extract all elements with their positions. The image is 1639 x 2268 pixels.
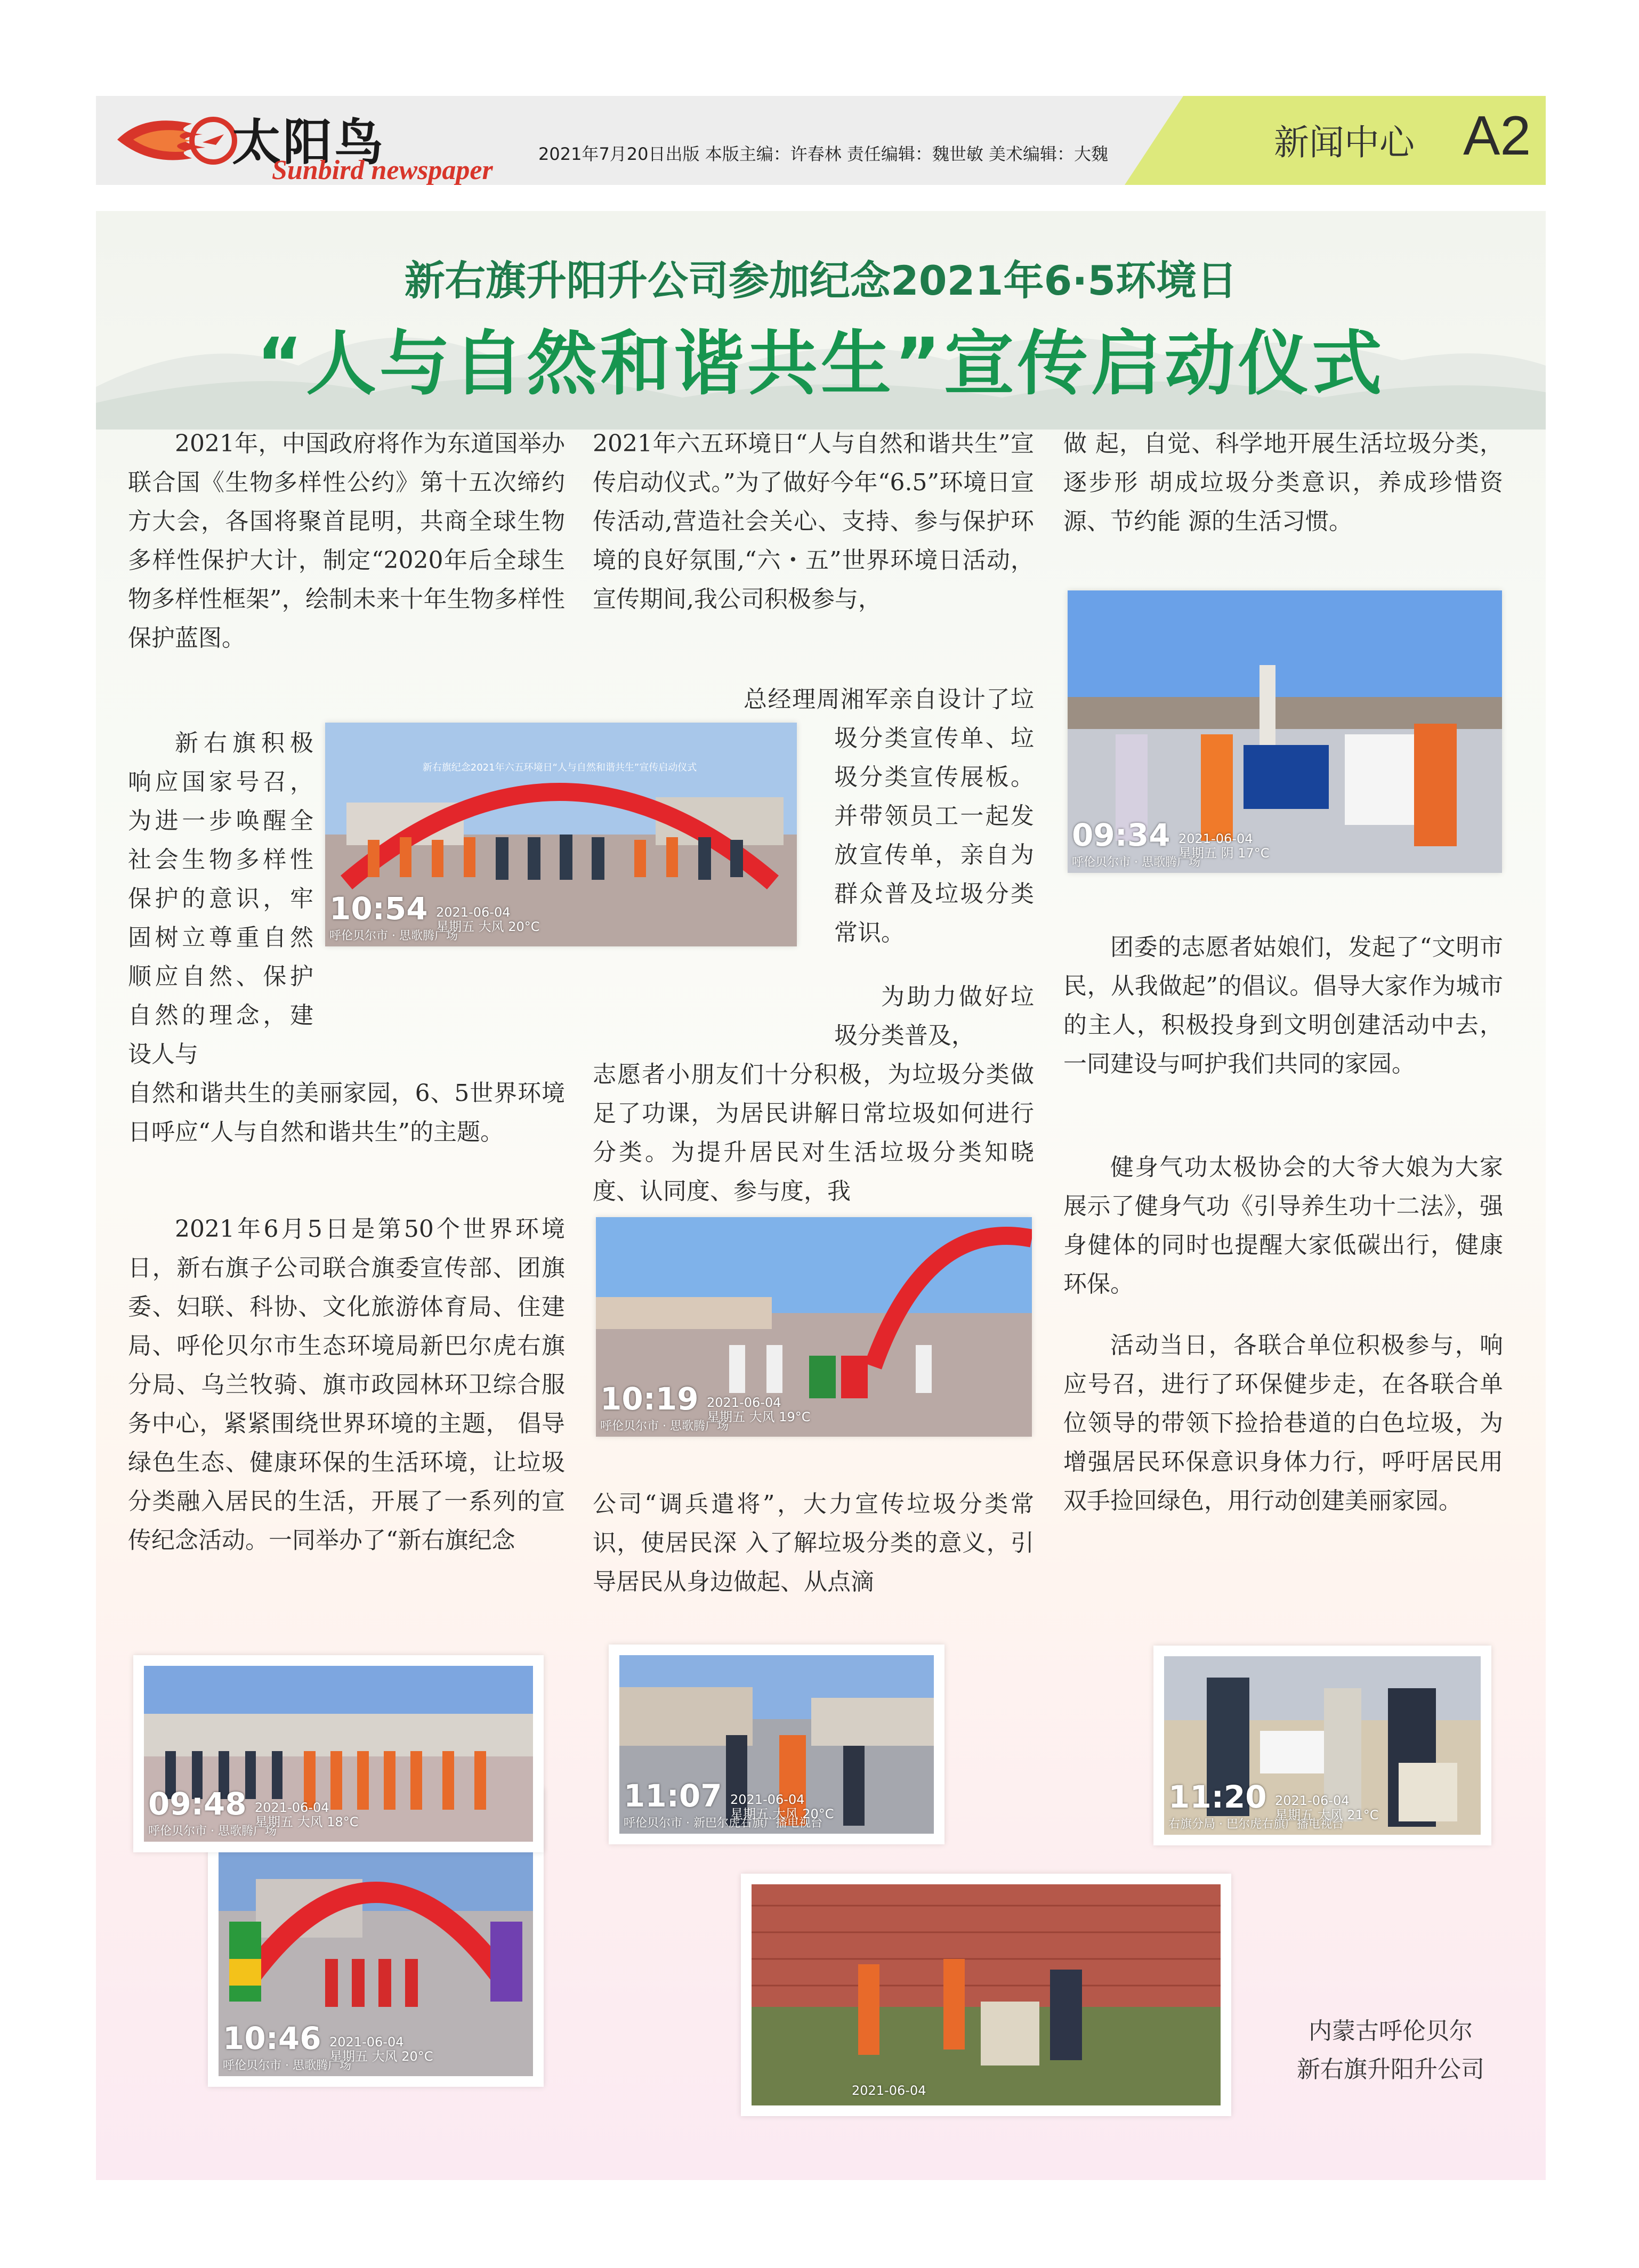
- photo-crowd: [133, 1655, 544, 1852]
- photo-pickup: [1153, 1646, 1491, 1845]
- col2-para3-end: 公司“调兵遣将”，大力宣传垃圾分类常识，使居民深 入了解垃圾分类的意义，引导居民从身边做起、从点滴: [593, 1491, 1034, 1595]
- col3-para2: 团委的志愿者姑娘们，发起了“文明市民，从我做起”的倡议。倡导大家作为城市的主人，积极投身到文明创建活动中去，一同建设与呵护我们共同的家园。: [1063, 934, 1503, 1078]
- section-name: 新闻中心: [1274, 122, 1415, 163]
- photo-group-arch: [325, 723, 797, 946]
- photo-walk: [609, 1645, 944, 1844]
- col1-para2-continued: 自然和谐共生的美丽家园，6、5世界环境日呼应“人与自然和谐共生”的主题。: [128, 1080, 565, 1146]
- col3-para1: 做 起，自觉、科学地开展生活垃圾分类，逐步形 胡成垃圾分类意识，养成珍惜资源、节约能 源的生活习惯。: [1063, 430, 1503, 535]
- article-signature: [1297, 2012, 1484, 2089]
- photo-wall: 2021-06-04: [741, 1874, 1231, 2116]
- photo-timestamp: 11:20 2021-06-04 星期五 大风 21°C 右旗分局 · 巴尔虎右旗广播电视台: [1168, 1779, 1379, 1831]
- col1-para3: 2021年6月5日是第50个世界环境日，新右旗子公司联合旗委宣传部、团旗委、妇联、科协、文化旅游体育局、住建局、呼伦贝尔市生态环境局新巴尔虎右旗分局、乌兰牧骑、旗市政园林环卫综合服务中心，紧紧围绕世界环境的主题， 倡导绿色生态、健康环保的生活环境，让垃圾分类融入居民的生活，开展了一系列的宣传纪念活动。一同举办了“新右旗纪念: [128, 1216, 565, 1554]
- logo-chinese-text: 太阳鸟: [232, 114, 386, 171]
- photo-timestamp: 09:48 2021-06-04 星期五 大风 18°C 呼伦贝尔市 · 思歌腾广场: [148, 1786, 359, 1838]
- col2-para3-start: 为助力做好垃圾分类普及，: [834, 983, 1034, 1049]
- col1-para1: 2021年，中国政府将作为东道国举办联合国《生物多样性公约》第十五次缔约方大会，各国将聚首昆明，共商全球生物多样性保护大计，制定“2020年后全球生物多样性框架”，绘制未来十年生物多样性保护蓝图。: [128, 430, 565, 652]
- photo-timestamp: 10:46 2021-06-04 星期五 大风 20°C 呼伦贝尔市 · 思歌腾广场: [223, 2020, 433, 2072]
- logo-english-text: Sunbird newspaper: [272, 155, 493, 185]
- article-subtitle: 新右旗升阳升公司参加纪念2021年6·5环境日: [404, 257, 1238, 304]
- photo-booth: [1068, 590, 1502, 873]
- col1-para2-wrapped: 新右旗积极响应国家号召，为进一步唤醒全社会生物多样性保护的意识，牢固树立尊重自然顺应自然、保护自然的理念，建设人与: [128, 730, 313, 1068]
- wall-image: [752, 1884, 1221, 2105]
- article-title: “人与自然和谐共生”宣传启动仪式: [256, 323, 1385, 405]
- page-number: A2: [1463, 105, 1531, 167]
- col3-para3: 健身气功太极协会的大爷大娘为大家展示了健身气功《引导养生功十二法》，强身健体的同时也提醒大家低碳出行，健康环保。: [1063, 1154, 1503, 1298]
- col3-para4: 活动当日，各联合单位积极参与，响应号召，进行了环保健步走，在各联合单位领导的带领下捡拾巷道的白色垃圾，为增强居民环保意识身体力行，呼吁居民用双手捡回绿色，用行动创建美丽家园。: [1063, 1332, 1503, 1514]
- article-panel: [96, 211, 1546, 2180]
- photo-timestamp: 10:54 2021-06-04 星期五 大风 20°C 呼伦贝尔市 · 思歌腾广场: [329, 890, 540, 943]
- signature-line-1: 内蒙古呼伦贝尔: [1309, 2018, 1473, 2045]
- sunbird-flame-icon: [112, 102, 240, 177]
- col2-para1: 2021年六五环境日“人与自然和谐共生”宣传启动仪式。”为了做好今年“6.5”环境日宣传活动,营造社会关心、支持、参与保护环境的良好氛围,“六・五”世界环境日活动，宣传期间,我公司积极参与，: [593, 430, 1034, 613]
- photo-kids-bins: [596, 1217, 1032, 1437]
- col2-para2: 总经理周湘军亲自设计了垃圾分类宣传单、垃圾分类宣传展板。并带领员工一起发放宣传单，亲自为群众普及垃圾分类常识。: [744, 686, 1034, 946]
- publication-meta: 2021年7月20日出版 本版主编：许春林 责任编辑：魏世敏 美术编辑：大魏: [538, 144, 1109, 164]
- photo-timestamp: 09:34 2021-06-04 星期五 阴 17°C 呼伦贝尔市 · 思歌腾广场: [1072, 817, 1270, 869]
- signature-line-2: 新右旗升阳升公司: [1297, 2056, 1484, 2083]
- photo-timestamp: 10:19 2021-06-04 星期五 大风 19°C 呼伦贝尔市 · 思歌腾广场: [600, 1381, 811, 1433]
- photo-timestamp: 11:07 2021-06-04 星期五 大风 20°C 呼伦贝尔市 · 新巴尔虎右旗广播电视台: [624, 1778, 834, 1830]
- arch-banner-text: 新右旗纪念2021年六五环境日“人与自然和谐共生”宣传启动仪式: [422, 762, 697, 773]
- col2-para3-mid: 志愿者小朋友们十分积极，为垃圾分类做足了功课，为居民讲解日常垃圾如何进行分类。为提升居民对生活垃圾分类知晓度、认同度、参与度，我: [593, 1061, 1034, 1205]
